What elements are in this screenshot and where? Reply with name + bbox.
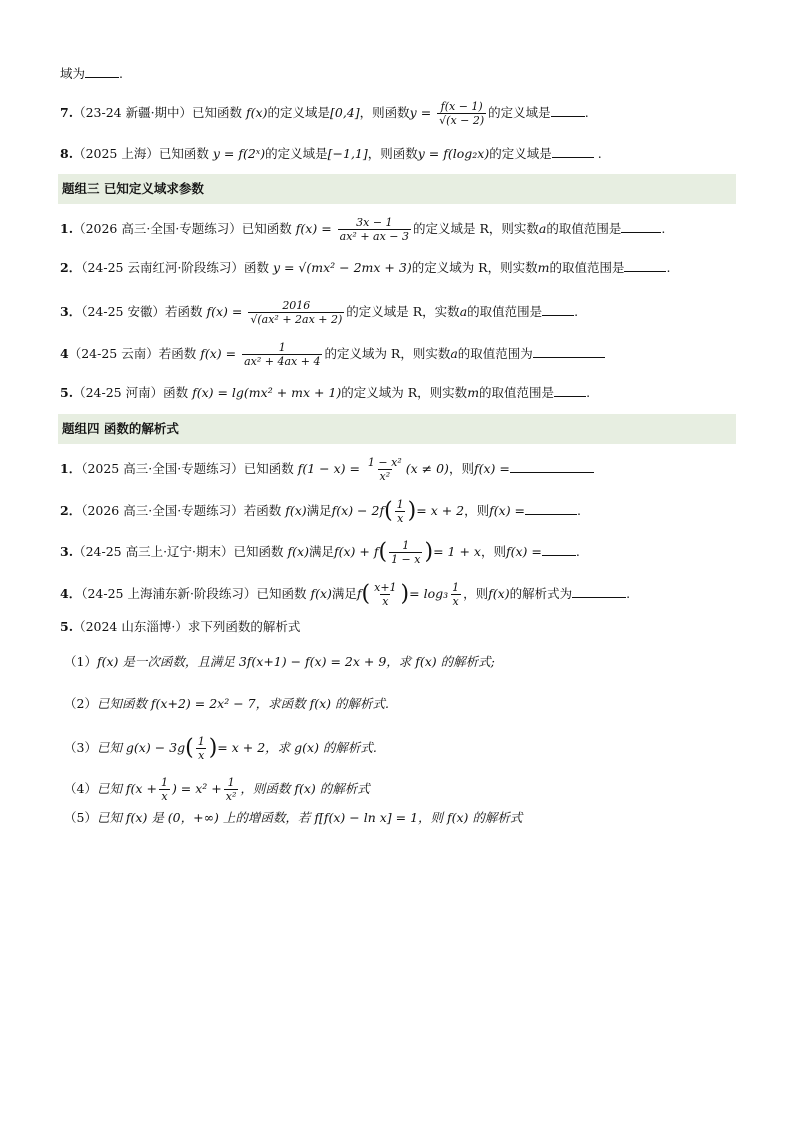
section-4-title: 题组四 函数的解析式 [62, 421, 179, 436]
answer-blank[interactable] [554, 384, 586, 397]
answer-blank[interactable] [542, 303, 574, 316]
section-3-title: 题组三 已知定义域求参数 [62, 181, 204, 196]
fraction: $\frac{1}{x}$ [197, 735, 205, 762]
fraction: $\frac{\text{1 − x²}}{\text{x²}}$ [367, 456, 402, 483]
sub-question-1: （1）f(x) 是一次函数，且满足 3f(x+1) − f(x) = 2x + 9，求 f(x) 的解析式; [64, 654, 495, 669]
answer-blank[interactable] [533, 345, 605, 358]
answer-blank[interactable] [621, 220, 661, 233]
s3-question-1: 1.（2026 高三·全国·专题练习）已知函数 f(x) = $\frac{3x - 1}{\text{ax² + ax − 3}}$ 的定义域是 R，则实数a的取值范围是 . [60, 216, 666, 243]
answer-blank[interactable] [624, 259, 666, 272]
s3-question-4: 4（24-25 云南）若函数 f(x) = $\frac{1}{\text{ax² + 4ax + 4}}$ 的定义域为 R，则实数a的取值范围为 [60, 341, 734, 368]
question-7: 7.（23-24 新疆·期中）已知函数 f(x)的定义域是[0,4]，则函数y = $\frac{f(x - 1)}{√(x - 2)}$ 的定义域是 . [60, 100, 589, 127]
s3-question-3: 3．（24-25 安徽）若函数 f(x) = $\frac{2016}{\text{√(ax² + 2ax + 2)}}$ 的定义域是 R，实数a的取值范围是 . [60, 299, 579, 326]
fraction: $\frac{f(x - 1)}{√(x - 2)}$ [439, 100, 485, 127]
answer-blank[interactable] [551, 104, 585, 117]
s4-question-4: 4．（24-25 上海浦东新·阶段练习）已知函数 f(x)满足f( $\frac{x+1}{x}$ )= log₃ $\frac{1}{x}$ ，则f(x)的解析式为 . [60, 581, 631, 608]
fraction: $\frac{1}{x}$ [396, 498, 404, 525]
fraction: $\frac{1}{\text{x²}}$ [225, 776, 237, 803]
answer-blank[interactable] [552, 145, 594, 158]
fraction: $\frac{1}{\text{ax² + 4ax + 4}}$ [244, 341, 321, 368]
fraction: $\frac{3x - 1}{\text{ax² + ax − 3}}$ [339, 216, 410, 243]
fraction: $\frac{1}{x}$ [160, 776, 168, 803]
s3-question-2: 2．（24-25 云南红河·阶段练习）函数 y = √(mx² − 2mx + 3)的定义域为 R，则实数m的取值范围是 . [60, 260, 671, 275]
answer-blank[interactable] [572, 585, 626, 598]
fraction: $\frac{1}{x}$ [452, 581, 460, 608]
fraction: $\frac{1}{1 - x}$ [391, 539, 421, 566]
s4-question-3: 3.（24-25 高三上·辽宁·期末）已知函数 f(x)满足f(x) + f( $\frac{1}{1 - x}$ )= 1 + x，则f(x) = . [60, 539, 580, 566]
answer-blank[interactable] [525, 502, 577, 515]
s4-question-1: 1．（2025 高三·全国·专题练习）已知函数 f(1 − x) = $\frac{\text{1 − x²}}{\text{x²}}$ (x ≠ 0)，则f(x) = [60, 456, 734, 483]
sub-question-3: （3）已知 g(x) − 3g( $\frac{1}{x}$ )= x + 2，求 g(x) 的解析式. [64, 735, 377, 762]
question-8: 8.（2025 上海）已知函数 y = f(2ˣ)的定义域是[−1,1]，则函数y = f(log₂x)的定义域是 . [60, 146, 602, 161]
answer-blank[interactable] [542, 543, 576, 556]
fraction: $\frac{2016}{\text{√(ax² + 2ax + 2)}}$ [250, 299, 343, 326]
fraction: $\frac{x+1}{x}$ [374, 581, 397, 608]
sub-question-4: （4）已知 f(x + $\frac{1}{x}$ ) = x² + $\frac{1}{\text{x²}}$ ，则函数 f(x) 的解析式 [64, 776, 370, 803]
s4-question-5: 5.（2024 山东淄博·）求下列函数的解析式 [60, 619, 301, 634]
answer-blank[interactable] [85, 65, 119, 78]
sub-question-5: （5）已知 f(x) 是 (0，+∞) 上的增函数，若 f[f(x) − ln x] = 1，则 f(x) 的解析式 [64, 810, 523, 825]
answer-blank[interactable] [510, 460, 594, 473]
previous-question-tail: 域为 . [60, 66, 123, 81]
sub-question-2: （2）已知函数 f(x+2) = 2x² − 7，求函数 f(x) 的解析式. [64, 696, 389, 711]
tail-text: 域为 [60, 66, 86, 81]
s3-question-5: 5.（24-25 河南）函数 f(x) = lg(mx² + mx + 1)的定义域为 R，则实数m的取值范围是 . [60, 385, 591, 400]
s4-question-2: 2．（2026 高三·全国·专题练习）若函数 f(x)满足f(x) − 2f( $\frac{1}{x}$ )= x + 2，则f(x) = . [60, 498, 582, 525]
